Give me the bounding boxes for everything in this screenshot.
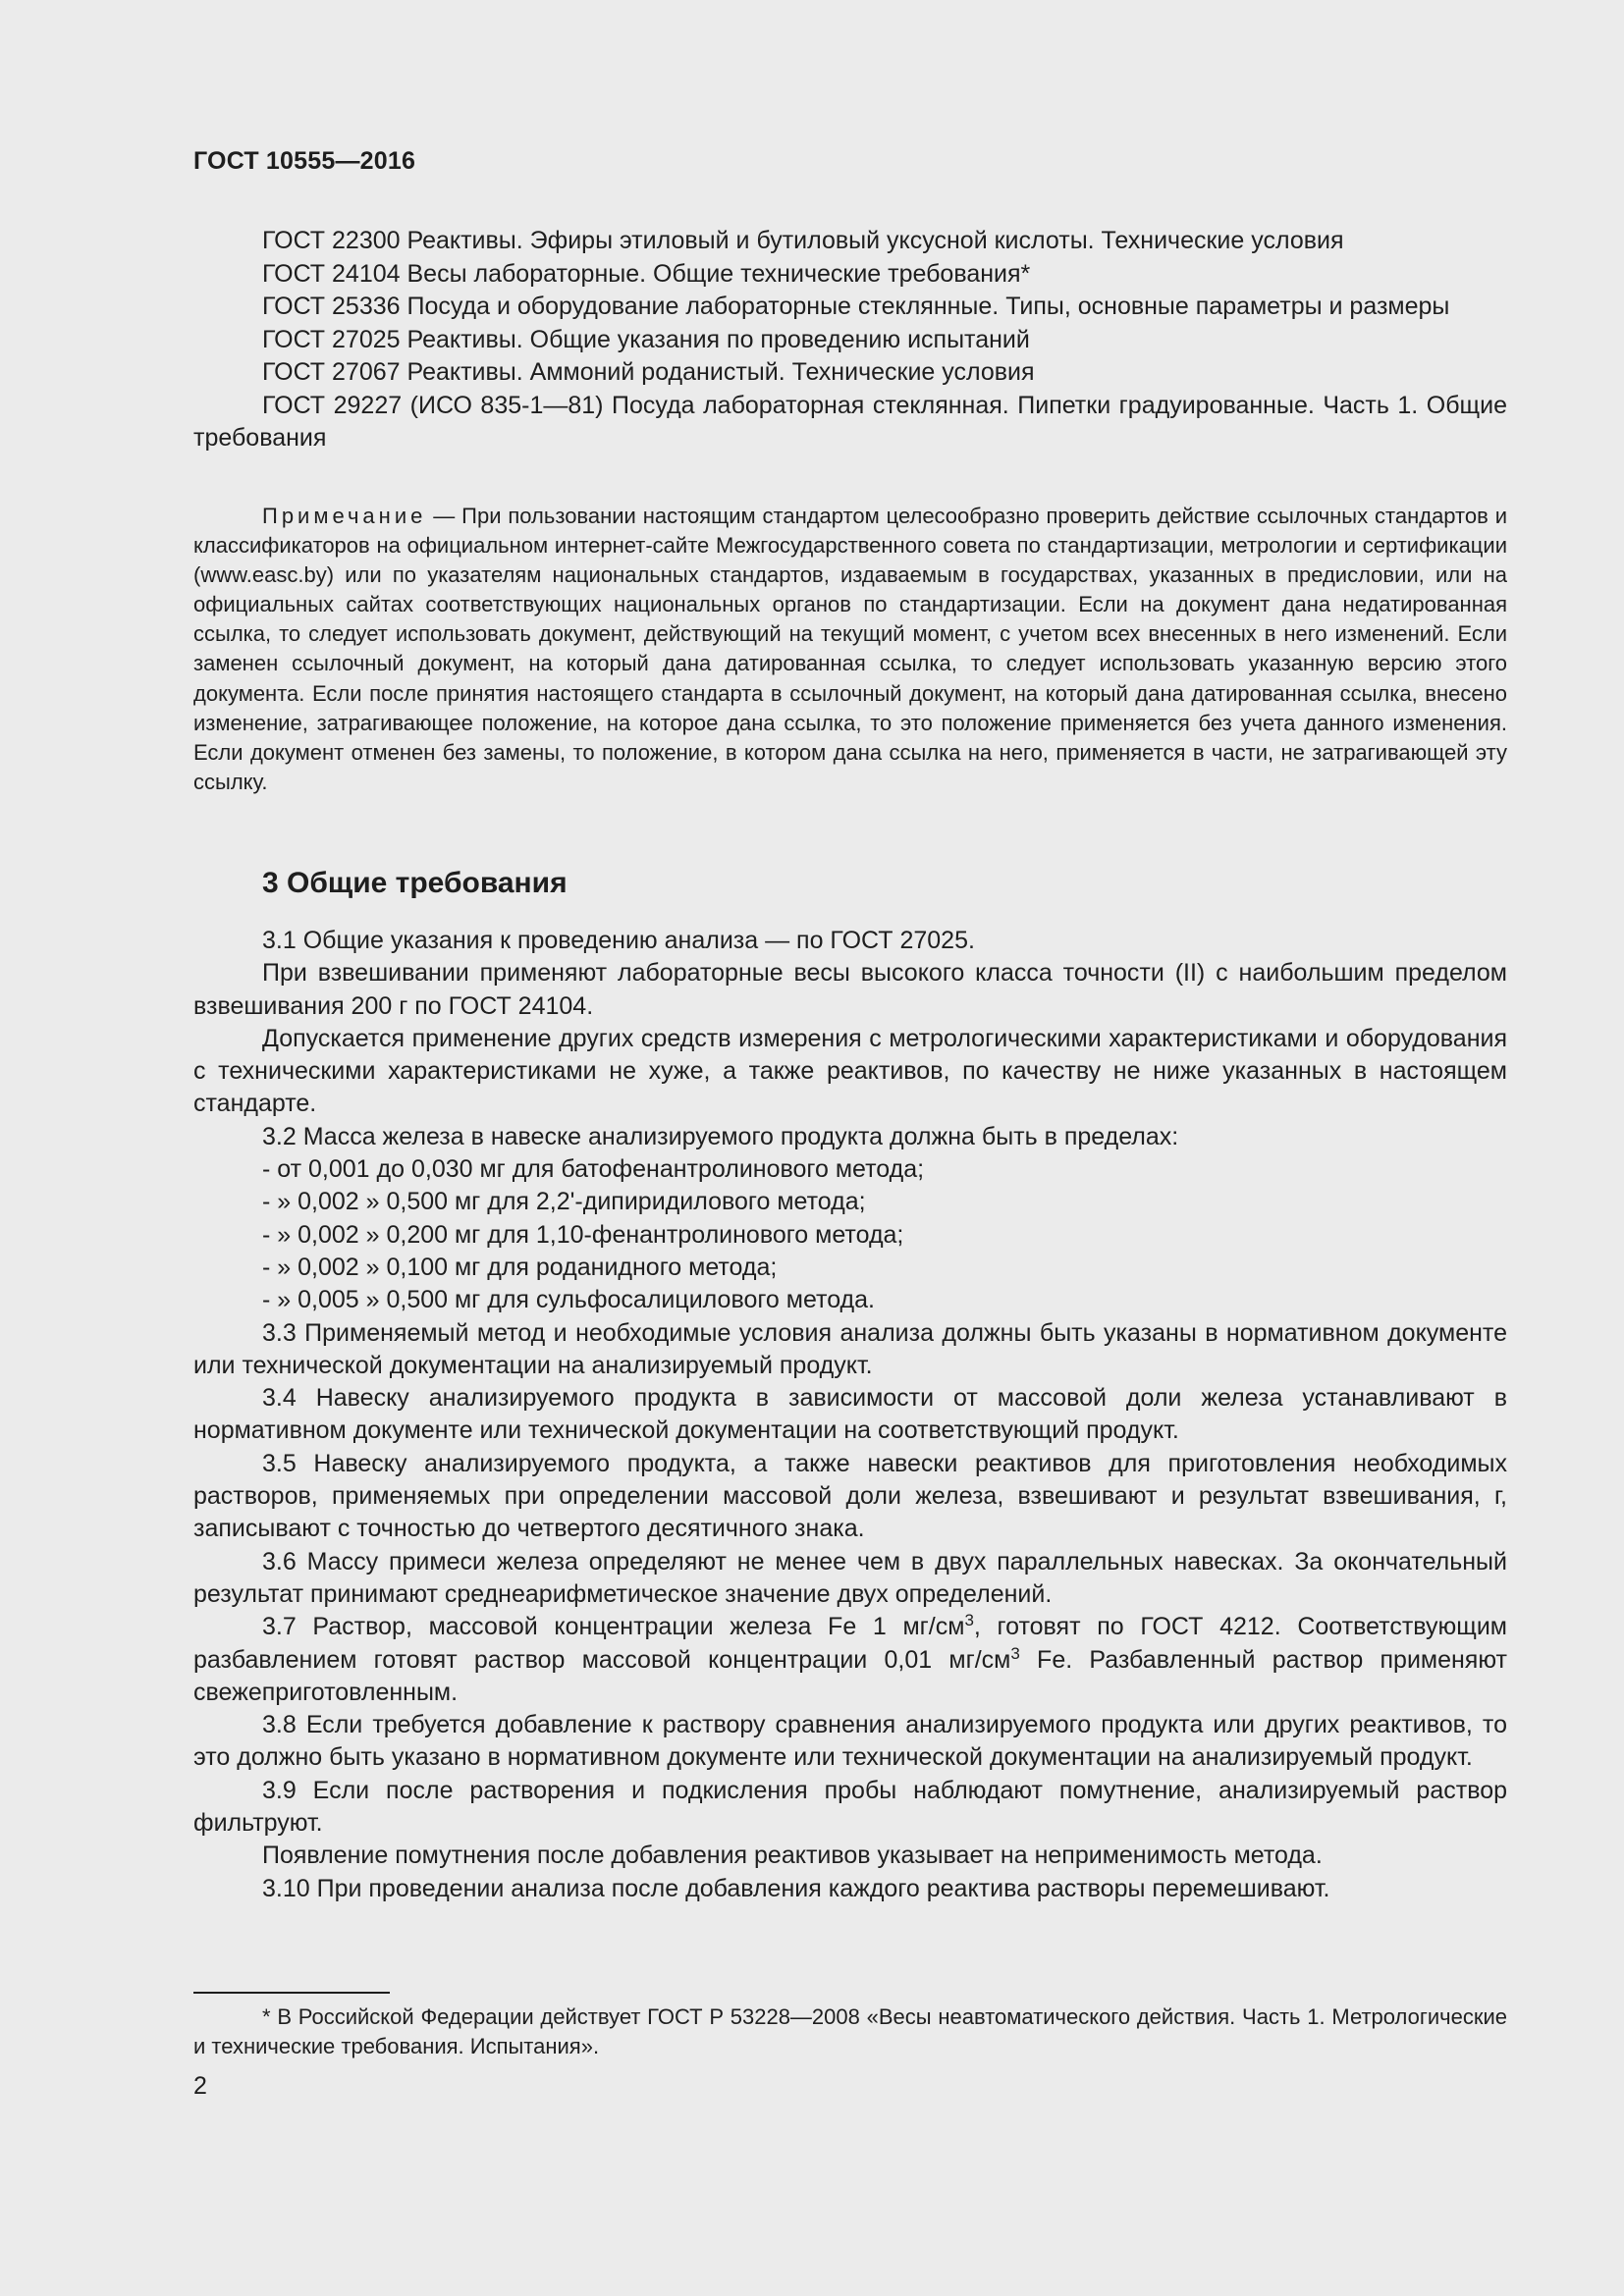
reference-item: ГОСТ 22300 Реактивы. Эфиры этиловый и бутиловый уксусной кислоты. Технические условия [262,227,1344,254]
section-body [193,925,1507,1905]
document-header: ГОСТ 10555—2016 [193,147,416,175]
reference-item: ГОСТ 25336 Посуда и оборудование лабораторные стеклянные. Типы, основные параметры и размеры [262,293,1450,320]
list-item: - » 0,005 » 0,500 мг для сульфосалицилового метода. [262,1286,875,1314]
paragraph-3-8: 3.8 Если требуется добавление к раствору сравнения анализируемого продукта или других реактивов, то это должно быть указано в нормативном документе или технической документации на анализируемый продукт. [193,1711,1507,1772]
paragraph-3-6: 3.6 Массу примеси железа определяют не менее чем в двух параллельных навесках. За окончательный результат принимают среднеарифметическое значение двух определений. [193,1547,1507,1608]
paragraph-3-5: 3.5 Навеску анализируемого продукта, а также навески реактивов для приготовления необходимых растворов, применяемых при определении массовой доли железа, взвешивают и результат взвешивания, г, записывают с точностью до четвертого десятичного знака. [193,1449,1507,1543]
list-item: - от 0,001 до 0,030 мг для батофенантролинового метода; [262,1155,925,1184]
paragraph-3-7: 3.7 Раствор, массовой концентрации железа Fe 1 $мг/см^3$, готовят по ГОСТ 4212. Соответствующим разбавлением готовят раствор массовой концентрации 0,01 $мг/см^3$ Fe. Разбавленный раствор применяют свежеприготовленным. [193,1611,1507,1706]
footnote-separator [193,1992,390,1994]
paragraph-3-2: 3.2 Масса железа в навеске анализируемого продукта должна быть в пределах: [262,1122,1179,1150]
note-paragraph [193,502,1507,797]
reference-item: ГОСТ 29227 (ИСО 835-1—81) Посуда лабораторная стеклянная. Пипетки градуированные. Часть 1. Общие требования [193,391,1507,452]
paragraph-3-1-weighing: При взвешивании применяют лабораторные весы высокого класса точности (II) с наибольшим пределом взвешивания 200 г по ГОСТ 24104. [193,959,1507,1020]
paragraph-3-4: 3.4 Навеску анализируемого продукта в зависимости от массовой доли железа устанавливают в нормативном документе или технической документации на соответствующий продукт. [193,1384,1507,1445]
paragraph-3-1: 3.1 Общие указания к проведению анализа — по ГОСТ 27025. [262,927,975,954]
paragraph-3-3: 3.3 Применяемый метод и необходимые условия анализа должны быть указаны в нормативном документе или технической документации на анализируемый продукт. [193,1318,1507,1379]
list-item: - » 0,002 » 0,200 мг для 1,10-фенантролинового метода; [262,1220,904,1249]
list-item: - » 0,002 » 0,100 мг для роданидного метода; [262,1253,778,1281]
note-text: — При пользовании настоящим стандартом целесообразно проверить действие ссылочных стандартов и классификаторов на официальном интернет-сайте Межгосударственного совета по стандартизации, метрологии и сертификации (www.easc.by) или по указателям национальных стандартов, издаваемым в государствах, указанных в предисловии, или на официальных сайтах соответствующих национальных органов по стандартизации. Если на документ дана недатированная ссылка, то следует использовать документ, действующий на текущий момент, с учетом всех внесенных в него изменений. Если заменен ссылочный документ, на который дана датированная ссылка, то следует использовать указанную версию этого документа. Если после принятия настоящего стандарта в ссылочный документ, на который дана датированная ссылка, внесено изменение, затрагивающее положение, на которое дана ссылка, то это положение применяется без учета данного изменения. Если документ отменен без замены, то положение, в котором дана ссылка на него, применяется в части, не затрагивающей эту ссылку. [193,504,1507,794]
page-number: 2 [193,2072,207,2100]
reference-item: ГОСТ 27067 Реактивы. Аммоний роданистый. Технические условия [262,358,1035,386]
reference-item: ГОСТ 24104 Весы лабораторные. Общие технические требования* [262,259,1031,288]
note-label: Примечание [262,504,427,528]
paragraph-3-1-allowance: Допускается применение других средств измерения с метрологическими характеристиками и оборудования с техническими характеристиками не хуже, а также реактивов, по качеству не ниже указанных в настоящем стандарте. [193,1024,1507,1118]
paragraph-3-9-turbidity: Появление помутнения после добавления реактивов указывает на неприменимость метода. [262,1842,1323,1870]
paragraph-3-10: 3.10 При проведении анализа после добавления каждого реактива растворы перемешивают. [262,1874,1330,1902]
note-block [193,502,1507,797]
reference-item: ГОСТ 27025 Реактивы. Общие указания по проведению испытаний [262,325,1030,353]
list-item: - » 0,002 » 0,500 мг для 2,2'-дипиридилового метода; [262,1188,866,1216]
references-list [193,225,1507,455]
section-title: 3 Общие требования [262,867,568,899]
footnote-text: * В Российской Федерации действует ГОСТ Р 53228—2008 «Весы неавтоматического действия. Часть 1. Метрологические и технические требования. Испытания». [193,2004,1507,2058]
footnote [193,2002,1507,2061]
paragraph-3-9: 3.9 Если после растворения и подкисления пробы наблюдают помутнение, анализируемый раствор фильтруют. [193,1776,1507,1838]
